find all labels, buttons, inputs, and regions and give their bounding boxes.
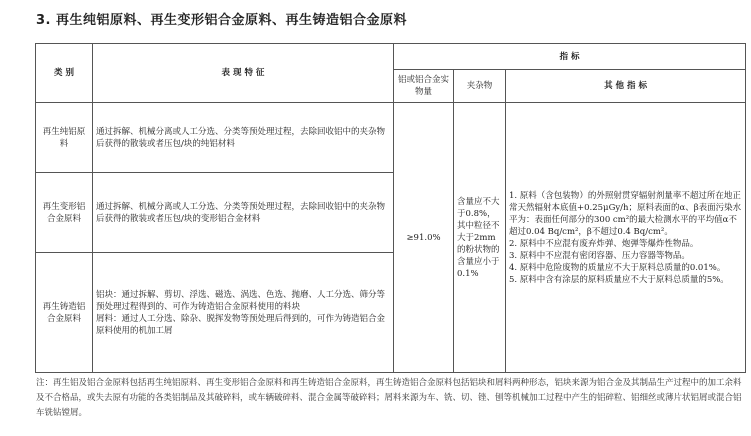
raw-material-table — [35, 43, 746, 373]
footnote — [36, 376, 743, 421]
header-features: 表 现 特 征 — [93, 44, 394, 103]
other-item: 5. 原料中含有涂层的原料质量应不大于原料总质量的5%。 — [509, 274, 729, 285]
metal-content-cell: ≥91.0% — [394, 103, 454, 373]
header-category: 类 别 — [36, 44, 93, 103]
category-cell: 再生铸造铝合金原料 — [36, 253, 93, 373]
inclusions-cell: 含量应不大于0.8%，其中粒径不大于2mm的粉状物的含量应小于0.1% — [454, 103, 506, 373]
features-cell: 通过拆解、机械分离或人工分选、分类等预处理过程，去除回收铝中的夹杂物后获得的散装或者压包/块的纯铝材料 — [93, 103, 394, 173]
table-row — [36, 103, 746, 173]
footnote-text: 注：再生铝及铝合金原料包括再生纯铝原料、再生变形铝合金原料和再生铸造铝合金原料，再生铸造铝合金原料包括铝块和屑料两种形态，铝块来源为铝合金及其制品生产过程中的加工余料及不合格品，或失去原有功能的各类铝制品及其破碎料，或车辆破碎料、混合金属等破碎料；屑料来源为车、铣、切、锉、刨等机械加工过程中产生的铝碎粒、铝细丝或薄片状铝屑或混合铝车铣钻镗屑。 — [36, 378, 742, 418]
other-item: 2. 原料中不应混有废弃炸弹、炮弹等爆炸性物品。 — [509, 238, 699, 249]
category-cell: 再生变形铝合金原料 — [36, 173, 93, 253]
feature-line: 屑料：通过人工分选、除杂、脱挥发物等预处理后得到的，可作为铸造铝合金原料使用的机加工屑 — [96, 313, 386, 336]
features-cell: 通过拆解、机械分离或人工分选、分类等预处理过程，去除回收铝中的夹杂物后获得的散装或者压包/块的变形铝合金材料 — [93, 173, 394, 253]
header-other: 其 他 指 标 — [506, 70, 746, 103]
feature-line: 铝块：通过拆解、剪切、浮选、磁选、涡选、色选、抛磨、人工分选、筛分等预处理过程得到的、可作为铸造铝合金原料使用的料块 — [96, 289, 386, 312]
other-item: 4. 原料中危险废物的质量应不大于原料总质量的0.01%。 — [509, 262, 726, 273]
features-cell — [93, 253, 394, 373]
category-cell: 再生纯铝原料 — [36, 103, 93, 173]
header-indicators: 指 标 — [394, 44, 746, 70]
section-title: 3. 再生纯铝原料、再生变形铝合金原料、再生铸造铝合金原料 — [36, 13, 408, 28]
header-inclusions: 夹杂物 — [454, 70, 506, 103]
header-metal-content: 铝或铝合金实物量 — [394, 70, 454, 103]
other-item: 3. 原料中不应混有密闭容器、压力容器等物品。 — [509, 250, 690, 261]
other-indicators-cell — [506, 103, 746, 373]
other-item: 1. 原料（含包装物）的外照射贯穿辐射剂量率不超过所在地正常天然辐射本底值+0.25μGy/h；原料表面的α、β表面污染水平为：表面任何部分的300 cm²的最大检测水平的平均值α不超过0.04 Bq/cm²，β不超过0.4 Bq/cm²。 — [509, 190, 742, 237]
